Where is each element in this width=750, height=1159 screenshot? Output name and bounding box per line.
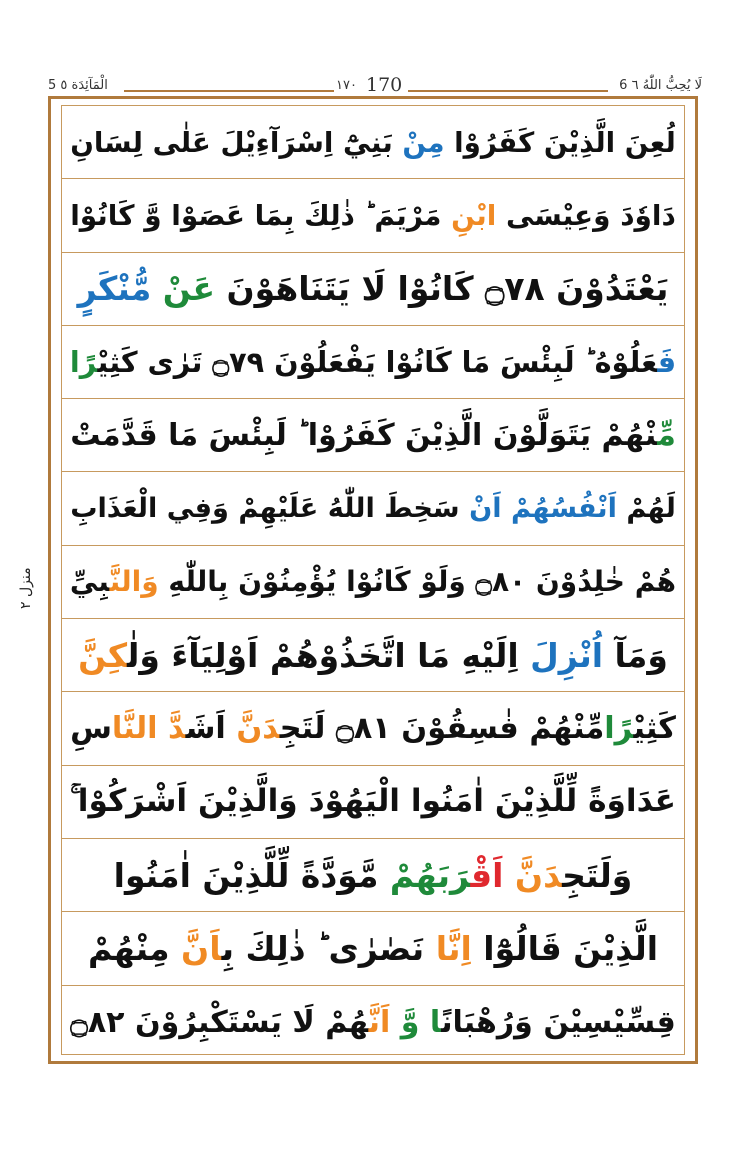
verse-segment: دَّ [168, 711, 186, 747]
verse-segment: هُمْ خٰلِدُوْنَ ۝٨٠ وَلَوْ كَانُوْا يُؤْمِنُوْنَ بِاللّٰهِ [158, 565, 677, 599]
verse-segment: سِ [70, 711, 112, 747]
verse-line [62, 546, 684, 619]
verse-segment [503, 856, 515, 895]
verse-segment: ابْنِ [451, 198, 497, 232]
verse-text [78, 636, 668, 675]
verse-text [70, 1005, 676, 1040]
verse-segment: بَنِيْٓ اِسْرَآءِيْلَ عَلٰى لِسَانِ [70, 125, 403, 159]
verse-segment: عَنْ [162, 269, 216, 309]
header-juz-label: 6 لَا يُحِبُّ اللّٰهُ ٦ [619, 78, 702, 93]
verse-segment: رًا [69, 345, 98, 380]
page-frame [48, 96, 698, 1064]
verse-text [70, 199, 676, 232]
verse-line [62, 619, 684, 692]
verse-segment: يَعْتَدُوْنَ ۝٧٨ كَانُوْا لَا يَتَنَاهَوْنَ [215, 269, 669, 309]
verse-segment: اَشَ [185, 711, 237, 747]
verse-segment: دَنَّ [514, 855, 563, 895]
verse-line [62, 473, 684, 546]
verse-segment [151, 269, 163, 308]
verse-segment: مِّنْهُمْ فٰسِقُوْنَ ۝٨١ لَتَجِ [279, 711, 605, 747]
verse-line [62, 912, 684, 985]
verse-segment: عَلُوْهُ ؕ لَبِئْسَ مَا كَانُوْا يَفْعَلُوْنَ ۝٧٩ تَرٰى كَثِيْ [97, 345, 658, 380]
verse-segment: اَقْ [470, 855, 504, 895]
verse-text [70, 783, 676, 820]
verse-line [62, 766, 684, 839]
verse-segment: هُمْ لَا يَسْتَكْبِرُوْنَ ۝٨٢ [70, 1004, 369, 1040]
verse-line [62, 986, 684, 1059]
verse-segment: رَبَهُمْ [389, 855, 471, 895]
verse-segment [390, 1005, 400, 1040]
verse-segment: نْهُمْ يَتَوَلَّوْنَ الَّذِيْنَ كَفَرُوْا ؕ لَبِئْسَ مَا قَدَّمَتْ [70, 417, 658, 453]
verse-segment: وَمَآ [603, 635, 668, 675]
header-rule-left [124, 90, 334, 92]
verse-segment [157, 711, 168, 746]
verse-line [62, 839, 684, 912]
verse-segment: اَنَّ [181, 928, 222, 968]
verse-segment: وَلَتَجِ [562, 855, 633, 895]
header-page-number: 170 [366, 74, 403, 96]
verse-segment: دَنَّ [236, 711, 280, 747]
verse-text [70, 345, 676, 379]
verse-segment: مِّ [657, 417, 676, 453]
verse-text [70, 493, 676, 524]
header-rule-right [408, 90, 608, 92]
verse-text [70, 418, 676, 453]
verse-line [62, 326, 684, 399]
verse-segment: مِنْ [402, 125, 445, 159]
verse-segment: فَ [657, 345, 677, 380]
verse-segment: دَاوٗدَ وَعِيْسَى [496, 198, 676, 232]
verse-segment: بِيِّ [69, 565, 110, 599]
verse-line [62, 106, 684, 179]
verse-segment: نَصٰرٰى ؕ ذٰلِكَ بِ [221, 928, 436, 968]
verse-segment: اِلَيْهِ مَا اتَّخَذُوْهُمْ اَوْلِيَآءَ وَلٰ [127, 635, 531, 675]
verse-segment: اَنَّ [368, 1004, 391, 1040]
verse-segment: مِنْهُمْ [87, 928, 182, 968]
verse-segment: اُنْزِلَ [530, 635, 604, 675]
verse-line [62, 179, 684, 252]
verse-segment: رًا [604, 711, 634, 747]
verse-segment: الَّذِيْنَ قَالُوْٓا [471, 928, 659, 968]
verse-segment: وَّ [400, 1004, 420, 1040]
verse-segment: مَّوَدَّةً لِّلَّذِيْنَ اٰمَنُوا [113, 855, 390, 895]
verse-segment: النَّا [111, 711, 158, 747]
verse-segment: سَخِطَ اللّٰهُ عَلَيْهِمْ وَفِي الْعَذَابِ [70, 493, 470, 525]
verse-lines [61, 105, 685, 1055]
verse-segment: قِسِّيْسِيْنَ وَرُهْبَانً [441, 1004, 676, 1040]
verse-segment: اَنْفُسُهُمْ اَنْ [469, 493, 617, 525]
header-surah-label: 5 الْمَآئِدَة ٥ [48, 78, 108, 93]
verse-text [114, 856, 633, 895]
verse-segment: اِنَّا [435, 928, 472, 968]
verse-text [88, 929, 658, 968]
verse-segment: كَثِيْ [633, 711, 676, 747]
verse-segment: لَهُمْ [616, 493, 676, 525]
verse-segment: عَدَاوَةً لِّلَّذِيْنَ اٰمَنُوا الْيَهُوْدَ وَالَّذِيْنَ اَشْرَكُوْا ۚ [70, 783, 677, 820]
verse-line [62, 253, 684, 326]
verse-line [62, 692, 684, 765]
header-page-number-arabic: ١٧٠ [336, 78, 357, 93]
verse-segment [419, 1005, 429, 1040]
manzil-label: منزل ٢ [18, 567, 34, 609]
verse-segment: كِنَّ [78, 635, 128, 675]
verse-text [70, 565, 676, 598]
verse-segment: مُّنْكَرٍ [77, 269, 152, 309]
verse-segment: مَرْيَمَ ؕ ذٰلِكَ بِمَا عَصَوْا وَّ كَانُوْا [70, 198, 452, 232]
verse-segment: وَالنَّ [109, 565, 159, 599]
verse-line [62, 399, 684, 472]
verse-text [70, 711, 676, 746]
verse-segment: لُعِنَ الَّذِيْنَ كَفَرُوْا [444, 125, 676, 159]
verse-segment: ا [429, 1004, 442, 1040]
verse-text [78, 269, 669, 308]
verse-text [70, 126, 676, 159]
